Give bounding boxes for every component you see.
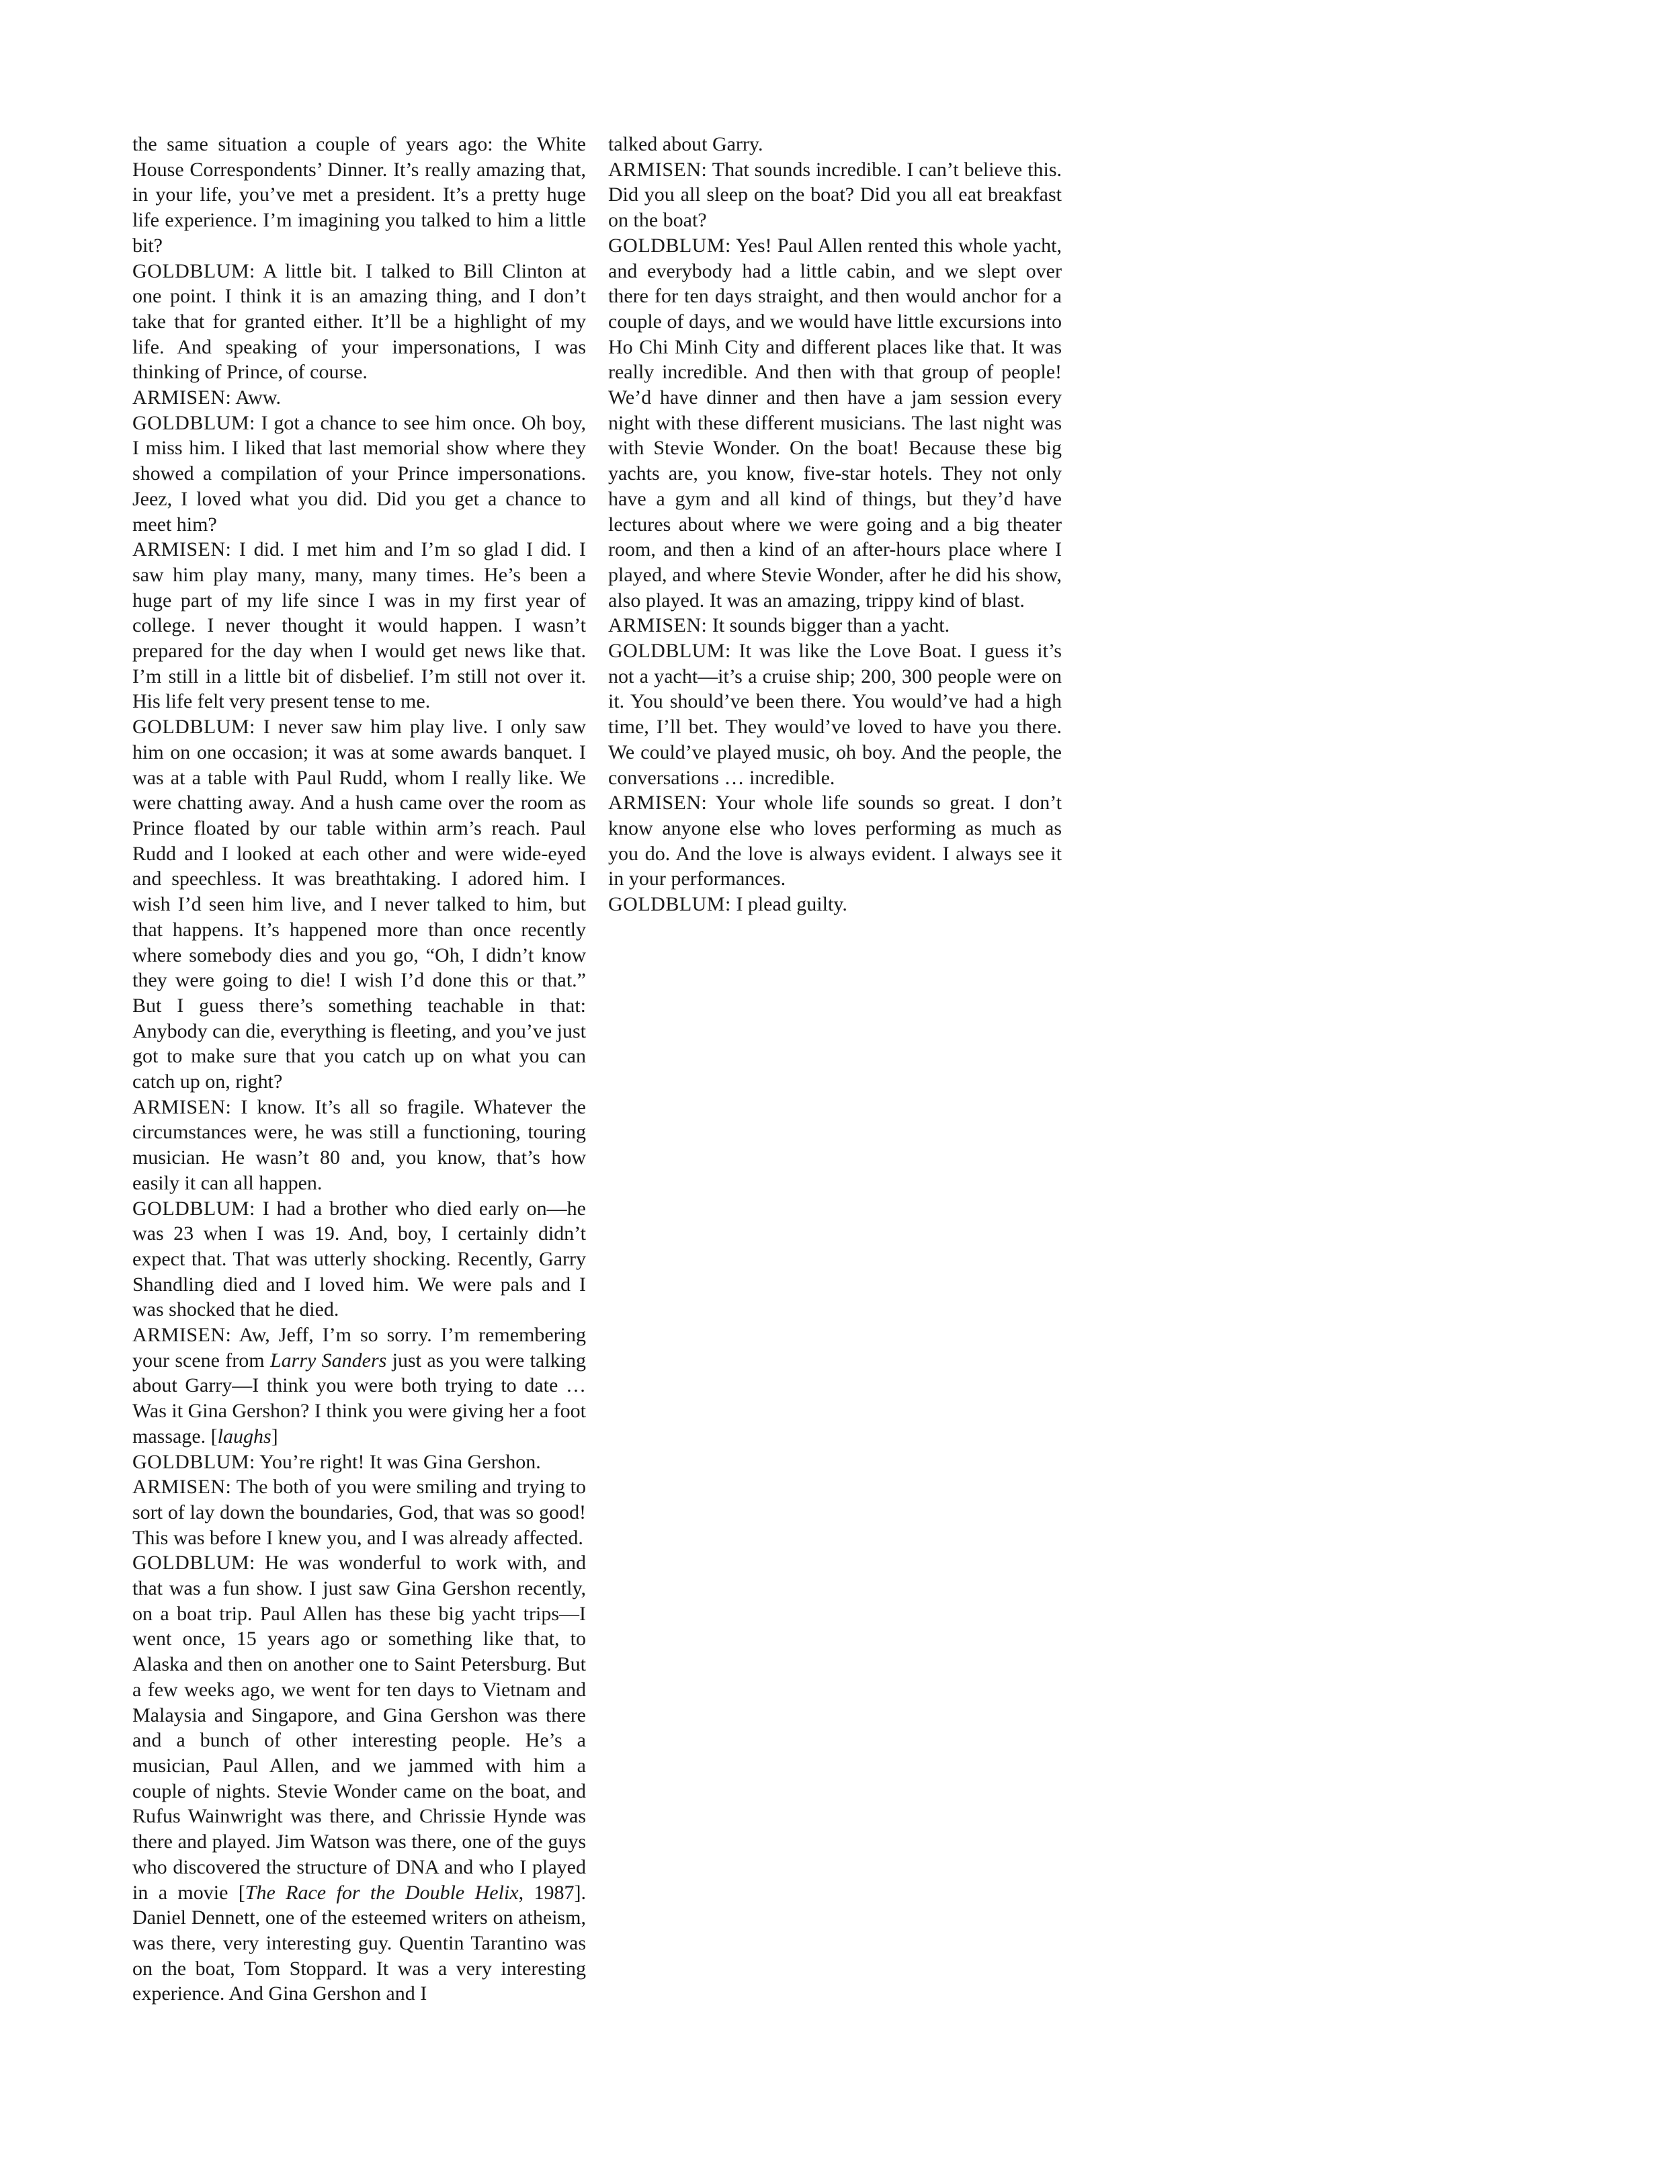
speaker-name: ARMISEN:: [132, 1324, 232, 1347]
paragraph: ARMISEN: I know. It’s all so fragile. Whatever the circumstances were, he was still a functioning, touring musician. He wasn’t 80 and, you know, that’s how easily it can all happen.: [132, 1095, 586, 1194]
speaker-name: ARMISEN:: [132, 386, 232, 409]
speaker-name: GOLDBLUM:: [132, 1552, 255, 1574]
paragraph: GOLDBLUM: I got a chance to see him once. Oh boy, I miss him. I liked that last memorial show where they showed a compilation of your Prince impersonations. Jeez, I loved what you did. Did you get a chance to meet him?: [132, 411, 586, 536]
text-column-right: [608, 132, 1062, 917]
paragraph: GOLDBLUM: He was wonderful to work with, and that was a fun show. I just saw Gina Gershon recently, on a boat trip. Paul Allen has these big yacht trips—I went once, 15 years ago or something like that, to Alaska and then on another one to Saint Petersburg. But a few weeks ago, we went for ten days to Vietnam and Malaysia and Singapore, and Gina Gershon was there and a bunch of other interesting people. He’s a musician, Paul Allen, and we jammed with him a couple of nights. Stevie Wonder came on the boat, and Rufus Wainwright was there, and Chrissie Hynde was there and played. Jim Watson was there, one of the guys who discovered the structure of DNA and who I played in a movie [The Race for the Double Helix, 1987]. Daniel Dennett, one of the esteemed writers on atheism, was there, very interesting guy. Quentin Tarantino was on the boat, Tom Stoppard. It was a very interesting experience. And Gina Gershon and I: [132, 1552, 586, 2005]
show-title: Larry Sanders: [269, 1349, 387, 1372]
speaker-name: ARMISEN:: [132, 538, 232, 561]
paragraph: ARMISEN: Your whole life sounds so great. I don’t know anyone else who loves performing as much as you do. And the love is always evident. I always see it in your performances.: [608, 792, 1062, 890]
paragraph: ARMISEN: Aww.: [132, 386, 281, 409]
paragraph: GOLDBLUM: I had a brother who died early on—he was 23 when I was 19. And, boy, I certainly didn’t expect that. That was utterly shocking. Recently, Garry Shandling died and I loved him. We were pals and I was shocked that he died.: [132, 1197, 586, 1321]
speaker-name: GOLDBLUM:: [608, 640, 731, 663]
paragraph: ARMISEN: The both of you were smiling and trying to sort of lay down the boundaries, God, that was so good! This was before I knew you, and I was already affected.: [132, 1476, 586, 1549]
paragraph: ARMISEN: That sounds incredible. I can’t believe this. Did you all sleep on the boat? Did you all eat breakfast on the boat?: [608, 158, 1062, 232]
paragraph: ARMISEN: I did. I met him and I’m so glad I did. I saw him play many, many, many times. He’s been a huge part of my life since I was in my first year of college. I never thought it would happen. I wasn’t prepared for the day when I would get news like that. I’m still in a little bit of disbelief. I’m still not over it. His life felt very present tense to me.: [132, 538, 586, 713]
paragraph: GOLDBLUM: I plead guilty.: [608, 893, 847, 916]
speaker-name: GOLDBLUM:: [132, 1197, 255, 1220]
paragraph: GOLDBLUM: You’re right! It was Gina Gershon.: [132, 1450, 541, 1473]
film-title: The Race for the Double Helix: [245, 1881, 519, 1904]
speaker-name: GOLDBLUM:: [132, 1450, 255, 1473]
stage-direction: laughs: [217, 1425, 271, 1447]
paragraph: ARMISEN: Aw, Jeff, I’m so sorry. I’m remembering your scene from Larry Sanders just as you were talking about Garry—I think you were both trying to date … Was it Gina Gershon? I think you were giving her a foot massage. [laughs]: [132, 1324, 586, 1447]
paragraph: GOLDBLUM: A little bit. I talked to Bill Clinton at one point. I think it is an amazing thing, and I don’t take that for granted either. It’ll be a highlight of my life. And speaking of your impersonations, I was thinking of Prince, of course.: [132, 259, 586, 384]
speaker-name: GOLDBLUM:: [132, 411, 255, 434]
paragraph: GOLDBLUM: It was like the Love Boat. I guess it’s not a yacht—it’s a cruise ship; 200, 300 people were on it. You should’ve been there. You would’ve had a high time, I’ll bet. They would’ve loved to have you there. We could’ve played music, oh boy. And the people, the conversations … incredible.: [608, 640, 1062, 789]
speaker-name: ARMISEN:: [132, 1476, 232, 1499]
speaker-name: GOLDBLUM:: [132, 259, 255, 282]
paragraph: talked about Garry.: [608, 133, 763, 155]
speaker-name: ARMISEN:: [608, 158, 708, 181]
speaker-name: ARMISEN:: [608, 792, 708, 814]
speaker-name: ARMISEN:: [608, 614, 708, 637]
speaker-name: ARMISEN:: [132, 1095, 232, 1118]
paragraph: GOLDBLUM: I never saw him play live. I only saw him on one occasion; it was at some awards banquet. I was at a table with Paul Rudd, whom I really like. We were chatting away. And a hush came over the room as Prince floated by our table within arm’s reach. Paul Rudd and I looked at each other and were wide-eyed and speechless. It was breathtaking. I adored him. I wish I’d seen him live, and I never talked to him, but that happens. It’s happened more than once recently where somebody dies and you go, “Oh, I didn’t know they were going to die! I wish I’d done this or that.” But I guess there’s something teachable in that: Anybody can die, everything is fleeting, and you’ve just got to make sure that you catch up on what you can catch up on, right?: [132, 716, 586, 1093]
speaker-name: GOLDBLUM:: [132, 716, 255, 739]
paragraph: GOLDBLUM: Yes! Paul Allen rented this whole yacht, and everybody had a little cabin, and we slept over there for ten days straight, and then would anchor for a couple of days, and we would have little excursions into Ho Chi Minh City and different places like that. It was really incredible. And then with that group of people! We’d have dinner and then have a jam session every night with these different musicians. The last night was with Stevie Wonder. On the boat! Because these big yachts are, you know, five-star hotels. They not only have a gym and all kind of things, but they’d have lectures about where we were going and a big theater room, and then a kind of an after-hours place where I played, and where Stevie Wonder, after he did his show, also played. It was an amazing, trippy kind of blast.: [608, 234, 1062, 612]
text-column-left: [132, 132, 586, 2007]
speaker-name: GOLDBLUM:: [608, 234, 731, 257]
speaker-name: GOLDBLUM:: [608, 893, 731, 916]
paragraph: the same situation a couple of years ago: the White House Correspondents’ Dinner. It’s really amazing that, in your life, you’ve met a president. It’s a pretty huge life experience. I’m imagining you talked to him a little bit?: [132, 133, 586, 257]
paragraph: ARMISEN: It sounds bigger than a yacht.: [608, 614, 950, 637]
